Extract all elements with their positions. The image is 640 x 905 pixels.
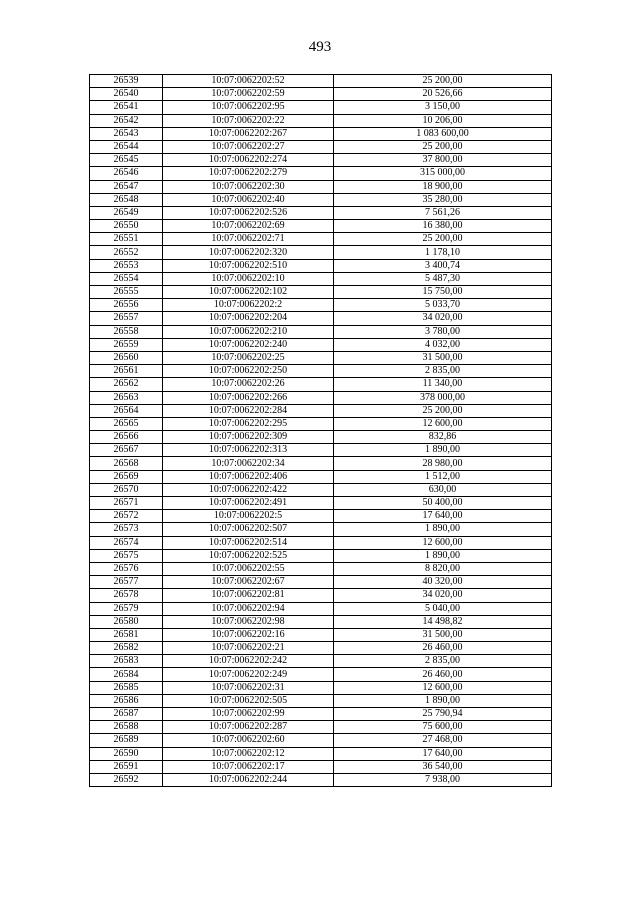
- amount-cell: 2 835,00: [334, 365, 552, 378]
- cadastral-number-cell: 10:07:0062202:249: [163, 668, 334, 681]
- row-number-cell: 26544: [90, 140, 163, 153]
- row-number-cell: 26571: [90, 497, 163, 510]
- table-row: [90, 206, 552, 219]
- amount-cell: 1 178,10: [334, 246, 552, 259]
- amount-cell: 17 640,00: [334, 747, 552, 760]
- registry-table-body: [90, 75, 552, 787]
- table-row: [90, 457, 552, 470]
- cadastral-number-cell: 10:07:0062202:514: [163, 536, 334, 549]
- row-number-cell: 26545: [90, 154, 163, 167]
- row-number-cell: 26588: [90, 721, 163, 734]
- table-row: [90, 760, 552, 773]
- table-row: [90, 444, 552, 457]
- table-row: [90, 154, 552, 167]
- table-row: [90, 562, 552, 575]
- amount-cell: 36 540,00: [334, 760, 552, 773]
- cadastral-number-cell: 10:07:0062202:274: [163, 154, 334, 167]
- amount-cell: 8 820,00: [334, 562, 552, 575]
- row-number-cell: 26579: [90, 602, 163, 615]
- table-row: [90, 431, 552, 444]
- row-number-cell: 26550: [90, 220, 163, 233]
- row-number-cell: 26587: [90, 708, 163, 721]
- amount-cell: 27 468,00: [334, 734, 552, 747]
- cadastral-number-cell: 10:07:0062202:5: [163, 510, 334, 523]
- amount-cell: 26 460,00: [334, 668, 552, 681]
- row-number-cell: 26561: [90, 365, 163, 378]
- amount-cell: 31 500,00: [334, 351, 552, 364]
- cadastral-number-cell: 10:07:0062202:67: [163, 576, 334, 589]
- cadastral-number-cell: 10:07:0062202:34: [163, 457, 334, 470]
- table-row: [90, 88, 552, 101]
- cadastral-number-cell: 10:07:0062202:320: [163, 246, 334, 259]
- amount-cell: 26 460,00: [334, 642, 552, 655]
- amount-cell: 5 487,30: [334, 272, 552, 285]
- row-number-cell: 26552: [90, 246, 163, 259]
- table-row: [90, 312, 552, 325]
- table-row: [90, 747, 552, 760]
- row-number-cell: 26576: [90, 562, 163, 575]
- amount-cell: 5 040,00: [334, 602, 552, 615]
- amount-cell: 18 900,00: [334, 180, 552, 193]
- cadastral-number-cell: 10:07:0062202:59: [163, 88, 334, 101]
- table-row: [90, 628, 552, 641]
- cadastral-number-cell: 10:07:0062202:204: [163, 312, 334, 325]
- cadastral-number-cell: 10:07:0062202:12: [163, 747, 334, 760]
- row-number-cell: 26539: [90, 75, 163, 88]
- table-row: [90, 708, 552, 721]
- cadastral-number-cell: 10:07:0062202:210: [163, 325, 334, 338]
- row-number-cell: 26547: [90, 180, 163, 193]
- row-number-cell: 26541: [90, 101, 163, 114]
- row-number-cell: 26551: [90, 233, 163, 246]
- amount-cell: 17 640,00: [334, 510, 552, 523]
- amount-cell: 12 600,00: [334, 536, 552, 549]
- row-number-cell: 26583: [90, 655, 163, 668]
- cadastral-number-cell: 10:07:0062202:266: [163, 391, 334, 404]
- table-row: [90, 615, 552, 628]
- amount-cell: 1 890,00: [334, 694, 552, 707]
- row-number-cell: 26591: [90, 760, 163, 773]
- table-row: [90, 286, 552, 299]
- cadastral-number-cell: 10:07:0062202:406: [163, 470, 334, 483]
- amount-cell: 630,00: [334, 483, 552, 496]
- row-number-cell: 26581: [90, 628, 163, 641]
- amount-cell: 7 938,00: [334, 773, 552, 786]
- cadastral-number-cell: 10:07:0062202:22: [163, 114, 334, 127]
- cadastral-number-cell: 10:07:0062202:295: [163, 417, 334, 430]
- amount-cell: 15 750,00: [334, 286, 552, 299]
- row-number-cell: 26586: [90, 694, 163, 707]
- amount-cell: 1 890,00: [334, 523, 552, 536]
- amount-cell: 7 561,26: [334, 206, 552, 219]
- table-row: [90, 259, 552, 272]
- table-row: [90, 391, 552, 404]
- amount-cell: 34 020,00: [334, 312, 552, 325]
- row-number-cell: 26543: [90, 127, 163, 140]
- row-number-cell: 26572: [90, 510, 163, 523]
- amount-cell: 50 400,00: [334, 497, 552, 510]
- table-row: [90, 114, 552, 127]
- row-number-cell: 26590: [90, 747, 163, 760]
- table-row: [90, 470, 552, 483]
- amount-cell: 25 200,00: [334, 140, 552, 153]
- row-number-cell: 26562: [90, 378, 163, 391]
- row-number-cell: 26549: [90, 206, 163, 219]
- registry-table: [89, 74, 552, 787]
- cadastral-number-cell: 10:07:0062202:17: [163, 760, 334, 773]
- amount-cell: 20 526,66: [334, 88, 552, 101]
- cadastral-number-cell: 10:07:0062202:10: [163, 272, 334, 285]
- table-row: [90, 127, 552, 140]
- amount-cell: 3 400,74: [334, 259, 552, 272]
- row-number-cell: 26570: [90, 483, 163, 496]
- row-number-cell: 26560: [90, 351, 163, 364]
- cadastral-number-cell: 10:07:0062202:81: [163, 589, 334, 602]
- table-row: [90, 510, 552, 523]
- row-number-cell: 26573: [90, 523, 163, 536]
- row-number-cell: 26592: [90, 773, 163, 786]
- table-row: [90, 180, 552, 193]
- cadastral-number-cell: 10:07:0062202:98: [163, 615, 334, 628]
- row-number-cell: 26567: [90, 444, 163, 457]
- table-row: [90, 681, 552, 694]
- amount-cell: 4 032,00: [334, 338, 552, 351]
- row-number-cell: 26568: [90, 457, 163, 470]
- row-number-cell: 26557: [90, 312, 163, 325]
- row-number-cell: 26548: [90, 193, 163, 206]
- row-number-cell: 26558: [90, 325, 163, 338]
- cadastral-number-cell: 10:07:0062202:2: [163, 299, 334, 312]
- table-row: [90, 523, 552, 536]
- table-row: [90, 536, 552, 549]
- amount-cell: 11 340,00: [334, 378, 552, 391]
- row-number-cell: 26563: [90, 391, 163, 404]
- cadastral-number-cell: 10:07:0062202:21: [163, 642, 334, 655]
- table-row: [90, 220, 552, 233]
- table-row: [90, 549, 552, 562]
- cadastral-number-cell: 10:07:0062202:309: [163, 431, 334, 444]
- cadastral-number-cell: 10:07:0062202:52: [163, 75, 334, 88]
- cadastral-number-cell: 10:07:0062202:287: [163, 721, 334, 734]
- table-row: [90, 602, 552, 615]
- amount-cell: 16 380,00: [334, 220, 552, 233]
- row-number-cell: 26569: [90, 470, 163, 483]
- amount-cell: 35 280,00: [334, 193, 552, 206]
- row-number-cell: 26540: [90, 88, 163, 101]
- row-number-cell: 26589: [90, 734, 163, 747]
- table-row: [90, 694, 552, 707]
- cadastral-number-cell: 10:07:0062202:244: [163, 773, 334, 786]
- table-row: [90, 299, 552, 312]
- table-row: [90, 325, 552, 338]
- table-row: [90, 655, 552, 668]
- amount-cell: 832,86: [334, 431, 552, 444]
- table-row: [90, 75, 552, 88]
- cadastral-number-cell: 10:07:0062202:507: [163, 523, 334, 536]
- cadastral-number-cell: 10:07:0062202:27: [163, 140, 334, 153]
- amount-cell: 1 083 600,00: [334, 127, 552, 140]
- amount-cell: 12 600,00: [334, 417, 552, 430]
- cadastral-number-cell: 10:07:0062202:99: [163, 708, 334, 721]
- amount-cell: 10 206,00: [334, 114, 552, 127]
- amount-cell: 25 200,00: [334, 404, 552, 417]
- row-number-cell: 26584: [90, 668, 163, 681]
- table-row: [90, 338, 552, 351]
- cadastral-number-cell: 10:07:0062202:491: [163, 497, 334, 510]
- cadastral-number-cell: 10:07:0062202:40: [163, 193, 334, 206]
- cadastral-number-cell: 10:07:0062202:525: [163, 549, 334, 562]
- table-row: [90, 417, 552, 430]
- cadastral-number-cell: 10:07:0062202:279: [163, 167, 334, 180]
- cadastral-number-cell: 10:07:0062202:240: [163, 338, 334, 351]
- cadastral-number-cell: 10:07:0062202:94: [163, 602, 334, 615]
- row-number-cell: 26556: [90, 299, 163, 312]
- amount-cell: 3 150,00: [334, 101, 552, 114]
- amount-cell: 1 890,00: [334, 444, 552, 457]
- amount-cell: 14 498,82: [334, 615, 552, 628]
- table-row: [90, 140, 552, 153]
- amount-cell: 1 512,00: [334, 470, 552, 483]
- amount-cell: 1 890,00: [334, 549, 552, 562]
- table-row: [90, 773, 552, 786]
- table-row: [90, 272, 552, 285]
- cadastral-number-cell: 10:07:0062202:26: [163, 378, 334, 391]
- cadastral-number-cell: 10:07:0062202:510: [163, 259, 334, 272]
- table-row: [90, 404, 552, 417]
- cadastral-number-cell: 10:07:0062202:284: [163, 404, 334, 417]
- row-number-cell: 26585: [90, 681, 163, 694]
- table-row: [90, 365, 552, 378]
- cadastral-number-cell: 10:07:0062202:526: [163, 206, 334, 219]
- page-number: 493: [308, 39, 332, 55]
- row-number-cell: 26565: [90, 417, 163, 430]
- table-row: [90, 101, 552, 114]
- row-number-cell: 26564: [90, 404, 163, 417]
- amount-cell: 3 780,00: [334, 325, 552, 338]
- table-row: [90, 193, 552, 206]
- amount-cell: 75 600,00: [334, 721, 552, 734]
- row-number-cell: 26574: [90, 536, 163, 549]
- table-row: [90, 233, 552, 246]
- cadastral-number-cell: 10:07:0062202:242: [163, 655, 334, 668]
- row-number-cell: 26542: [90, 114, 163, 127]
- row-number-cell: 26575: [90, 549, 163, 562]
- cadastral-number-cell: 10:07:0062202:55: [163, 562, 334, 575]
- row-number-cell: 26578: [90, 589, 163, 602]
- cadastral-number-cell: 10:07:0062202:102: [163, 286, 334, 299]
- amount-cell: 34 020,00: [334, 589, 552, 602]
- cadastral-number-cell: 10:07:0062202:71: [163, 233, 334, 246]
- table-row: [90, 642, 552, 655]
- row-number-cell: 26555: [90, 286, 163, 299]
- cadastral-number-cell: 10:07:0062202:313: [163, 444, 334, 457]
- cadastral-number-cell: 10:07:0062202:505: [163, 694, 334, 707]
- table-row: [90, 483, 552, 496]
- table-row: [90, 721, 552, 734]
- cadastral-number-cell: 10:07:0062202:25: [163, 351, 334, 364]
- cadastral-number-cell: 10:07:0062202:250: [163, 365, 334, 378]
- amount-cell: 5 033,70: [334, 299, 552, 312]
- cadastral-number-cell: 10:07:0062202:16: [163, 628, 334, 641]
- amount-cell: 378 000,00: [334, 391, 552, 404]
- row-number-cell: 26546: [90, 167, 163, 180]
- cadastral-number-cell: 10:07:0062202:267: [163, 127, 334, 140]
- amount-cell: 28 980,00: [334, 457, 552, 470]
- table-row: [90, 497, 552, 510]
- cadastral-number-cell: 10:07:0062202:422: [163, 483, 334, 496]
- amount-cell: 315 000,00: [334, 167, 552, 180]
- amount-cell: 2 835,00: [334, 655, 552, 668]
- row-number-cell: 26553: [90, 259, 163, 272]
- cadastral-number-cell: 10:07:0062202:69: [163, 220, 334, 233]
- row-number-cell: 26566: [90, 431, 163, 444]
- row-number-cell: 26582: [90, 642, 163, 655]
- amount-cell: 31 500,00: [334, 628, 552, 641]
- amount-cell: 12 600,00: [334, 681, 552, 694]
- amount-cell: 40 320,00: [334, 576, 552, 589]
- amount-cell: 25 200,00: [334, 75, 552, 88]
- table-row: [90, 734, 552, 747]
- table-row: [90, 576, 552, 589]
- row-number-cell: 26577: [90, 576, 163, 589]
- row-number-cell: 26559: [90, 338, 163, 351]
- table-row: [90, 589, 552, 602]
- cadastral-number-cell: 10:07:0062202:95: [163, 101, 334, 114]
- cadastral-number-cell: 10:07:0062202:31: [163, 681, 334, 694]
- cadastral-number-cell: 10:07:0062202:60: [163, 734, 334, 747]
- amount-cell: 25 200,00: [334, 233, 552, 246]
- row-number-cell: 26580: [90, 615, 163, 628]
- amount-cell: 37 800,00: [334, 154, 552, 167]
- amount-cell: 25 790,94: [334, 708, 552, 721]
- table-row: [90, 246, 552, 259]
- table-row: [90, 351, 552, 364]
- table-row: [90, 167, 552, 180]
- table-row: [90, 668, 552, 681]
- cadastral-number-cell: 10:07:0062202:30: [163, 180, 334, 193]
- row-number-cell: 26554: [90, 272, 163, 285]
- table-row: [90, 378, 552, 391]
